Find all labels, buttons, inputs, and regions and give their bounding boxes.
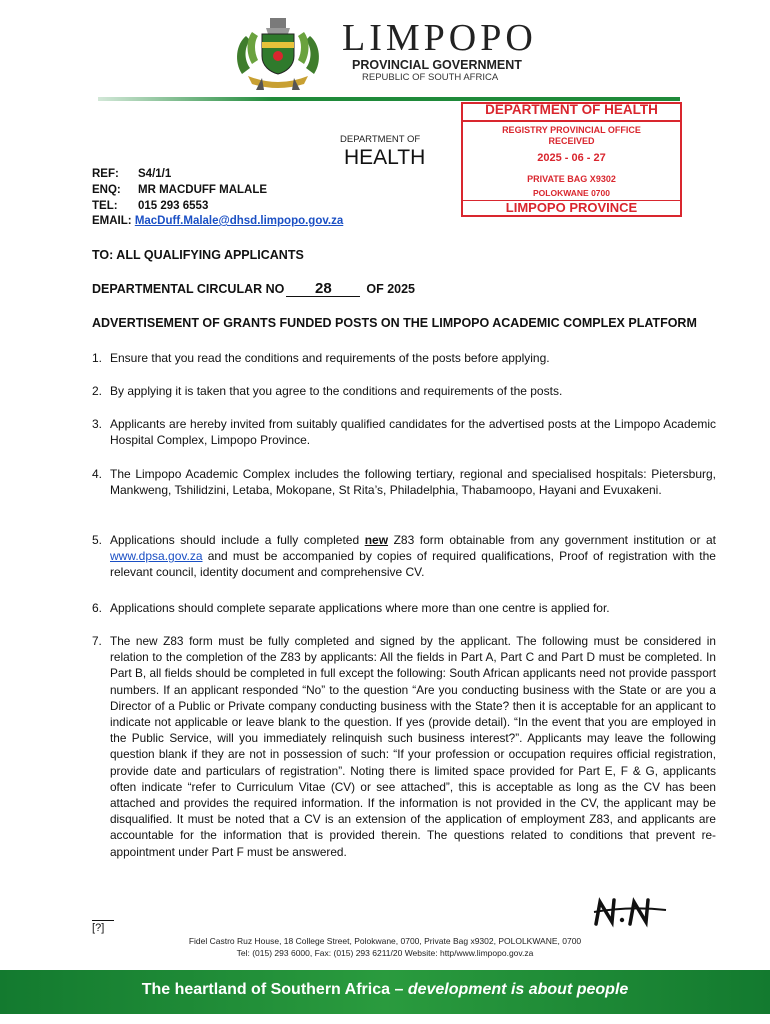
stamp-registry xyxy=(463,125,680,147)
email-row xyxy=(92,214,343,229)
stamp-date: 2025 - 06 - 27 xyxy=(537,152,606,164)
received-stamp xyxy=(461,102,682,217)
letterhead-title: LIMPOPO xyxy=(342,17,537,59)
email-label: EMAIL: xyxy=(92,215,132,227)
item-text: Ensure that you read the conditions and requirements of the posts before applying. xyxy=(110,351,550,365)
coat-of-arms-icon xyxy=(232,14,324,94)
item-number: 7. xyxy=(92,634,102,648)
footer-marker-text: ? xyxy=(95,922,102,934)
item-text: The Limpopo Academic Complex includes the following tertiary, regional and specialised hospitals: Pietersburg, Mankweng, Tshilidzini, Letaba, Mokopane, St Rita’s, Philadelphia, Thabamoopo, Hayani and Evuxakeni. xyxy=(110,467,716,498)
stamp-city: POLOKWANE 0700 xyxy=(533,188,610,198)
item-text xyxy=(110,532,716,581)
item-number: 5. xyxy=(92,533,103,547)
footer-rule xyxy=(92,920,114,921)
list-item xyxy=(92,633,716,860)
signature-icon xyxy=(590,896,670,932)
tel-value: 015 293 6553 xyxy=(138,200,209,212)
item-emphasis: new xyxy=(364,533,389,547)
tel-label: TEL: xyxy=(92,200,118,212)
item-text: The new Z83 form must be fully completed and signed by the applicant. The following must be considered in relation to the completion of the Z83 by applicants: All the fields in Part A, Part C and Part D must be completed. In Part B, all fields should be completed in full except the following: South African applicants need not provide passport numbers. If an applicant responded “No” to the question “Are you conducting business with the State or are you a Director of a Public or Private company conducting business with the State? then it is acceptable for an applicant to indicate not applicable or leave blank to the question. If yes (provide detail). “In the event that you are employed in the Public Service, will you immediately relinquish such business interest?”. Applicants may leave the following question blank if they are not in possession of such: “If your profession or occupation requires official registration, provide date and particulars of registration”. Noting there is limited space provided for Part E, F & G, applicants often indicate “refer to Curriculum Vitae (CV) or see attached”, this is acceptable as long as the CV has been attached and provides the required information. If the information is not provided in the CV, the applicant may be disqualified. It must be noted that a CV is an extension of the application of employment Z83, and applicants are accountable for the information that is provided therein. The questions related to conditions that prevent re-appointment under Part F must be answered. xyxy=(110,634,716,859)
stamp-bag: PRIVATE BAG X9302 xyxy=(527,174,616,184)
department-name: HEALTH xyxy=(344,146,426,169)
item-text: By applying it is taken that you agree to the conditions and requirements of the posts. xyxy=(110,384,563,398)
circular-heading: ADVERTISEMENT OF GRANTS FUNDED POSTS ON THE LIMPOPO ACADEMIC COMPLEX PLATFORM xyxy=(92,316,697,330)
list-item xyxy=(92,383,716,399)
slogan-part: The heartland of Southern Africa – xyxy=(141,981,408,998)
item-text-part: Applications should include a fully completed xyxy=(110,533,360,547)
enq-row xyxy=(92,183,267,198)
circular-prefix: DEPARTMENTAL CIRCULAR NO xyxy=(92,282,285,296)
item-text: Applicants are hereby invited from suitably qualified candidates for the advertised posts at the Limpopo Academic Hospital Complex, Limpopo Province. xyxy=(110,417,716,448)
item-number: 2. xyxy=(92,384,103,398)
ref-row xyxy=(92,167,171,182)
list-item xyxy=(92,350,716,366)
item-number: 4. xyxy=(92,467,103,481)
circular-line xyxy=(92,282,415,297)
footer-slogan xyxy=(0,981,770,999)
department-label: DEPARTMENT OF xyxy=(340,134,421,145)
enq-label: ENQ: xyxy=(92,184,121,196)
footer-address: Fidel Castro Ruz House, 18 College Street, Polokwane, 0700, Private Bag x9302, POLOLKWANE, 0700 xyxy=(188,936,582,946)
enq-value: MR MACDUFF MALALE xyxy=(138,184,268,196)
item-number: 6. xyxy=(92,601,103,615)
stamp-registry-line: REGISTRY PROVINCIAL OFFICE xyxy=(502,125,641,135)
stamp-received-line: RECEIVED xyxy=(548,136,595,146)
list-item xyxy=(92,466,716,498)
recipients-line: TO: ALL QUALIFYING APPLICANTS xyxy=(92,248,304,262)
slogan-emphasis: development is about people xyxy=(407,981,629,998)
item-text-part: Z83 form obtainable from any government institution or at xyxy=(393,533,716,547)
list-item xyxy=(92,416,716,448)
stamp-province: LIMPOPO PROVINCE xyxy=(505,200,638,215)
dpsa-link[interactable]: www.dpsa.gov.za xyxy=(110,549,203,564)
letterhead-republic: REPUBLIC OF SOUTH AFRICA xyxy=(362,72,499,83)
item-text-part: and must be accompanied by copies of required qualifications, Proof of registration with the relevant council, identity document and comprehensive CV. xyxy=(110,549,716,580)
item-number: 1. xyxy=(92,351,103,365)
item-text: Applications should complete separate applications where more than one centre is applied for. xyxy=(110,601,610,615)
tel-row xyxy=(92,199,208,214)
list-item xyxy=(92,532,716,581)
list-item xyxy=(92,600,716,616)
circular-suffix: OF 2025 xyxy=(366,282,415,296)
ref-value: S4/1/1 xyxy=(138,168,172,180)
stamp-department: DEPARTMENT OF HEALTH xyxy=(485,102,658,117)
item-number: 3. xyxy=(92,417,103,431)
letterhead-subtitle: PROVINCIAL GOVERNMENT xyxy=(352,58,522,72)
footer-contact: Tel: (015) 293 6000, Fax: (015) 293 6211/20 Website: http/www.limpopo.gov.za xyxy=(236,948,534,958)
circular-number: 28 xyxy=(286,282,360,297)
email-link[interactable]: MacDuff.Malale@dhsd.limpopo.gov.za xyxy=(134,215,344,227)
ref-label: REF: xyxy=(92,168,119,180)
footer-marker: [?] xyxy=(92,922,105,934)
